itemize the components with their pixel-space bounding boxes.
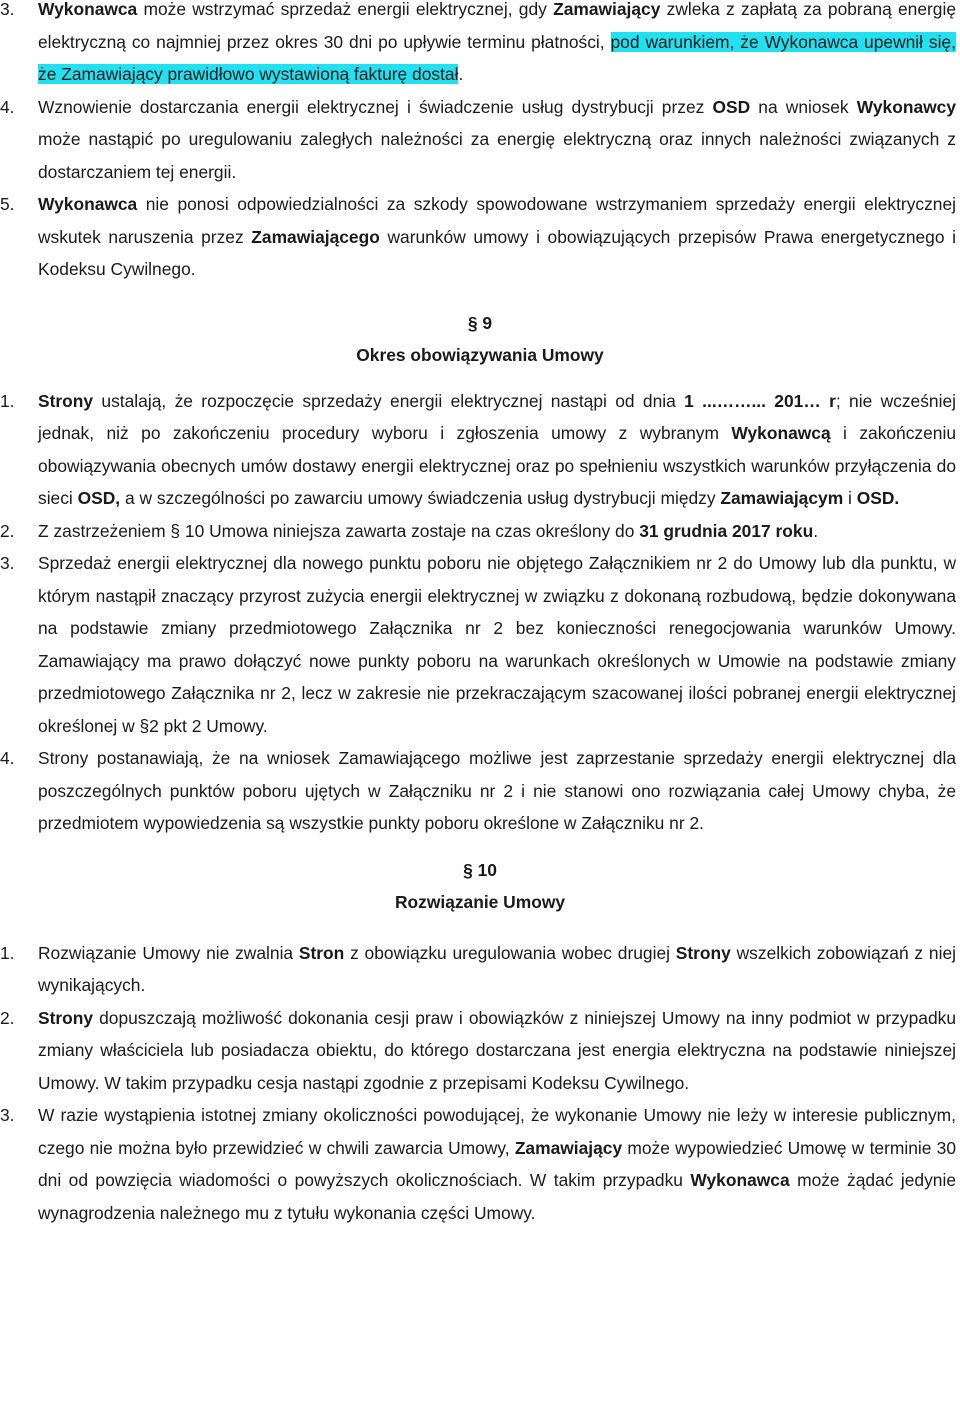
bold-term: Strony xyxy=(38,1007,94,1028)
sec10-item-3 xyxy=(0,1099,960,1229)
bold-term: Stron xyxy=(298,942,345,963)
item-number: 4. xyxy=(0,748,15,768)
bold-term: Wykonawcy xyxy=(856,96,956,117)
bold-term: Wykonawca xyxy=(38,0,138,19)
text-run: Rozwiązanie Umowy nie zwalnia xyxy=(38,942,299,963)
sec9-item-2 xyxy=(0,515,960,548)
bold-term: OSD xyxy=(712,96,751,117)
text-run: i zakończeniu obowiązywania obecnych umów dostawy energii elektrycznej oraz po spełnieniu wszystkich warunków przyłączenia do sieci xyxy=(38,423,957,508)
date-placeholder: 1 ...……... 201… r xyxy=(684,390,836,411)
text-run: może wypowiedzieć Umowę w terminie 30 dni od powzięcia wiadomości o powyższych okolicznościach. W takim przypadku xyxy=(38,1137,956,1190)
text-run: zwleka z zapłatą za pobraną energię elektryczną co najmniej przez okres 30 dni po upływie terminu płatności, xyxy=(38,0,957,52)
bold-term: OSD. xyxy=(856,488,900,508)
bold-term: Strony xyxy=(675,942,731,963)
sec8-item-5 xyxy=(0,188,960,286)
text-run: warunków umowy i obowiązujących przepisów Prawa energetycznego i Kodeksu Cywilnego. xyxy=(38,226,956,279)
text-run: nie ponosi odpowiedzialności za szkody spowodowane wstrzymaniem sprzedaży energii elektrycznej wskutek naruszenia przez xyxy=(38,194,956,247)
sec10-item-1 xyxy=(0,937,960,1002)
text-run: Wznowienie dostarczania energii elektrycznej i świadczenie usług dystrybucji przez xyxy=(38,96,713,117)
bold-term: Zamawiający xyxy=(553,0,661,19)
text-run: wszelkich zobowiązań z niej wynikających. xyxy=(38,942,956,995)
text-run: może żądać jedynie wynagrodzenia należnego mu z tytułu wykonania części Umowy. xyxy=(38,1170,956,1223)
section-9-number: § 9 xyxy=(467,312,493,333)
item-number: 3. xyxy=(0,1105,15,1125)
item-number: 1. xyxy=(0,942,15,963)
bold-term: OSD, xyxy=(77,488,121,508)
text-run: i xyxy=(843,488,857,508)
text-run: . xyxy=(458,64,464,84)
bold-term: Zamawiający xyxy=(514,1137,623,1158)
text-run: dopuszczają możliwość dokonania cesji praw i obowiązków z niniejszej Umowy na inny podmiot w przypadku zmiany właściciela lub posiadacza obiektu, do którego dostarczana jest energia elektryczna na podstawie niniejszej Umowy. W takim przypadku cesja nastąpi zgodnie z przepisami Kodeksu Cywilnego. xyxy=(38,1007,956,1093)
text-run: z obowiązku uregulowania wobec drugiej xyxy=(344,942,676,963)
end-date: 31 grudnia 2017 roku xyxy=(639,520,814,541)
item-number: 2. xyxy=(0,1007,15,1028)
bold-term: Wykonawca xyxy=(38,194,138,214)
text-run: może wstrzymać sprzedaż energii elektrycznej, gdy xyxy=(137,0,554,19)
section-10-number: § 10 xyxy=(463,859,497,880)
bold-term: Zamawiającego xyxy=(251,226,380,247)
highlighted-text: pod warunkiem, że Wykonawca upewnił się, że Zamawiający prawidłowo wystawioną fakturę dostał xyxy=(38,31,956,84)
item-number: 2. xyxy=(0,520,15,541)
text-run: W razie wystąpienia istotnej zmiany okoliczności powodującej, że wykonanie Umowy nie leży w interesie publicznym, czego nie można było przewidzieć w chwili zawarcia Umowy, xyxy=(38,1105,956,1158)
bold-term: Wykonawca xyxy=(690,1170,790,1190)
text-run: Sprzedaż energii elektrycznej dla nowego punktu poboru nie objętego Załącznikiem nr 2 do Umowy lub dla punktu, w którym nastąpił znaczący przyrost zużycia energii elektrycznej w związku z dokonaną rozbudową, będzie dokonywana na podstawie zmiany przedmiotowego Załącznika nr 2 bez konieczności renegocjowania warunków Umowy. Zamawiający ma prawo dołączyć nowe punkty poboru na warunkach określonych w Umowie na podstawie zmiany przedmiotowego Załącznika nr 2, lecz w zakresie nie przekraczającym szacowanej ilości pobranej energii elektrycznej określonej w §2 pkt 2 Umowy. xyxy=(38,553,956,736)
sec9-item-1 xyxy=(0,385,960,515)
item-number: 3. xyxy=(0,553,15,573)
item-number: 3. xyxy=(0,0,15,19)
item-number: 4. xyxy=(0,96,15,117)
section-9-title: Okres obowiązywania Umowy xyxy=(356,345,604,365)
text-run: ustalają, że rozpoczęcie sprzedaży energii elektrycznej nastąpi od dnia xyxy=(93,390,685,411)
bold-term: Zamawiającym xyxy=(720,488,844,508)
sec9-item-3 xyxy=(0,547,960,742)
text-run: ; nie wcześniej jednak, niż po zakończeniu procedury wyboru i zgłoszenia umowy z wybranym xyxy=(38,390,956,443)
sec8-item-3 xyxy=(0,0,960,91)
text-run: Z zastrzeżeniem § 10 Umowa niniejsza zawarta zostaje na czas określony do xyxy=(38,520,640,541)
text-run: na wniosek xyxy=(750,96,857,117)
text-run: Strony postanawiają, że na wniosek Zamawiającego możliwe jest zaprzestanie sprzedaży energii elektrycznej dla poszczególnych punktów poboru ujętych w Załączniku nr 2 i nie stanowi ono rozwiązania całej Umowy chyba, że przedmiotem wypowiedzenia są wszystkie punkty poboru określone w Załączniku nr 2. xyxy=(38,748,956,833)
section-10-title: Rozwiązanie Umowy xyxy=(394,892,566,912)
bold-term: Wykonawcą xyxy=(731,423,831,443)
sec10-item-2 xyxy=(0,1002,960,1100)
sec8-item-4 xyxy=(0,91,960,189)
item-number: 1. xyxy=(0,390,15,411)
item-number: 5. xyxy=(0,194,15,214)
text-run: a w szczególności po zawarciu umowy świadczenia usług dystrybucji między xyxy=(120,488,721,508)
text-run: może nastąpić po uregulowaniu zaległych należności za energię elektryczną oraz innych należności związanych z dostarczaniem tej energii. xyxy=(38,129,956,182)
bold-term: Strony xyxy=(38,390,94,411)
sec9-item-4 xyxy=(0,742,960,840)
text-run: . xyxy=(813,520,819,541)
